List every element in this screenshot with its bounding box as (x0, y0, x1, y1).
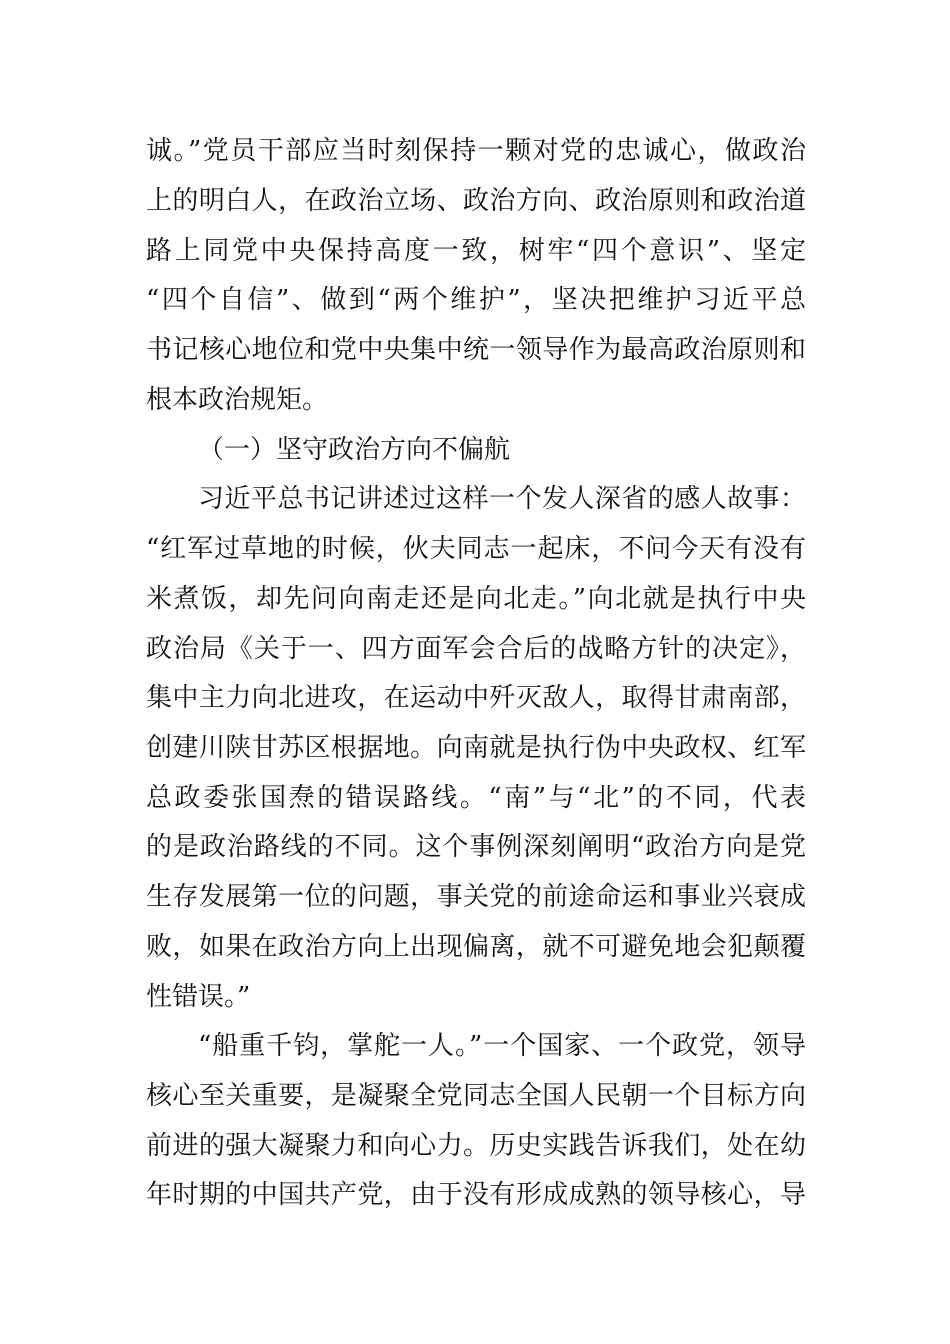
text-line: 生存发展第一位的问题，事关党的前途命运和事业兴衰成 (146, 882, 806, 912)
text-line: “红军过草地的时候，伙夫同志一起床，不问今天有没有 (146, 534, 806, 564)
text-line: 路上同党中央保持高度一致，树牢“四个意识”、坚定 (146, 236, 806, 266)
text-line: 米煮饭，却先问向南走还是向北走。”向北就是执行中央 (146, 584, 806, 614)
text-line: 总政委张国焘的错误路线。“南”与“北”的不同，代表 (146, 783, 806, 813)
text-line: “船重千钧，掌舵一人。”一个国家、一个政党，领导 (198, 1031, 806, 1061)
text-line: 败，如果在政治方向上出现偏离，就不可避免地会犯颠覆 (146, 932, 806, 962)
text-line: 的是政治路线的不同。这个事例深刻阐明“政治方向是党 (146, 832, 806, 862)
text-line: 根本政治规矩。 (146, 385, 329, 415)
text-line: 前进的强大凝聚力和向心力。历史实践告诉我们，处在幼 (146, 1131, 806, 1161)
text-line: “四个自信”、做到“两个维护”，坚决把维护习近平总 (146, 285, 806, 315)
section-heading: （一）坚守政治方向不偏航 (198, 435, 511, 465)
text-line: 年时期的中国共产党，由于没有形成成熟的领导核心，导 (146, 1180, 806, 1210)
text-line: 诚。”党员干部应当时刻保持一颗对党的忠诚心，做政治 (146, 136, 806, 166)
text-line: 上的明白人，在政治立场、政治方向、政治原则和政治道 (146, 186, 806, 216)
text-line: 性错误。” (146, 982, 251, 1012)
text-line: 书记核心地位和党中央集中统一领导作为最高政治原则和 (146, 335, 806, 365)
text-line: 集中主力向北进攻，在运动中歼灭敌人，取得甘肃南部， (146, 683, 806, 713)
text-line: 核心至关重要，是凝聚全党同志全国人民朝一个目标方向 (146, 1081, 806, 1111)
text-line: 创建川陕甘苏区根据地。向南就是执行伪中央政权、红军 (146, 733, 806, 763)
text-line: 政治局《关于一、四方面军会合后的战略方针的决定》， (146, 634, 806, 664)
text-line: 习近平总书记讲述过这样一个发人深省的感人故事： (198, 484, 806, 514)
